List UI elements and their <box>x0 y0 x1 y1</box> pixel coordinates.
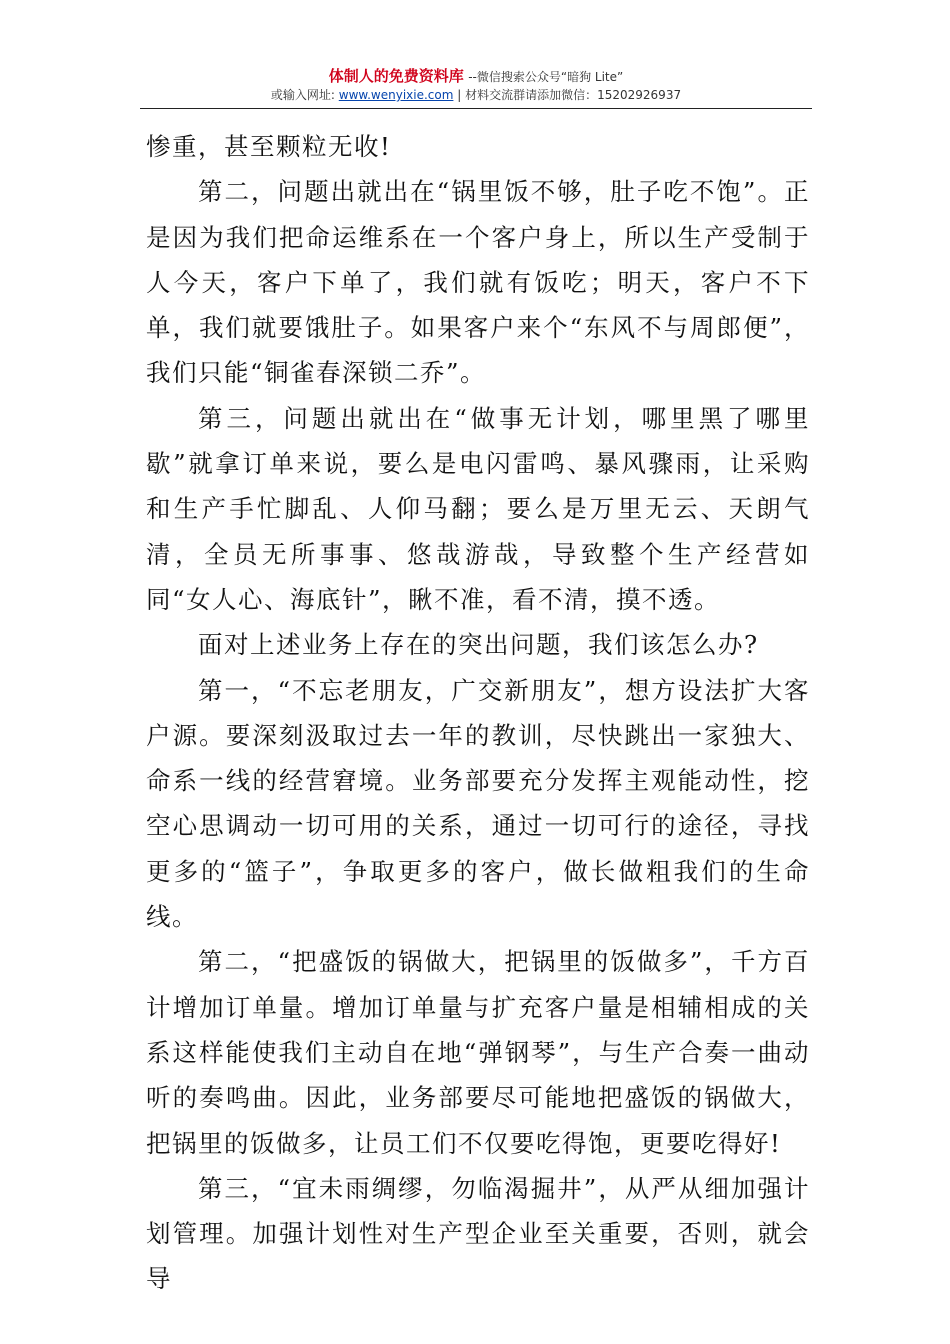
header-url-link[interactable]: www.wenyixie.com <box>338 88 454 102</box>
header-subtitle: --微信搜索公众号“暗狗 Lite” <box>468 70 624 84</box>
header-wechat: | 材料交流群请添加微信：15202926937 <box>457 88 682 102</box>
paragraph-6: 第二，“把盛饭的锅做大，把锅里的饭做多”，千方百计增加订单量。增加订单量与扩充客户量是相辅相成的关系这样能使我们主动自在地“弹钢琴”，与生产合奏一曲动听的奏鸣曲。因此，业务部要尽可能地把盛饭的锅做大，把锅里的饭做多，让员工们不仅要吃得饱，更要吃得好! <box>146 947 810 1158</box>
paragraph-7: 第三，“宜未雨绸缪，勿临渴掘井”，从严从细加强计划管理。加强计划性对生产型企业至关重要，否则，就会导 <box>146 1173 810 1294</box>
paragraph-4: 面对上述业务上存在的突出问题，我们该怎么办? <box>198 630 759 660</box>
page-header <box>140 66 812 104</box>
paragraph-1: 惨重，甚至颗粒无收! <box>146 132 392 161</box>
paragraph-5: 第一，“不忘老朋友，广交新朋友”，想方设法扩大客户源。要深刻汲取过去一年的教训，尽快跳出一家独大、命系一线的经营窘境。业务部要充分发挥主观能动性，挖空心思调动一切可用的关系，通过一切可行的途径，寻找更多的“篮子”，争取更多的客户，做长做粗我们的生命线。 <box>146 675 810 932</box>
paragraph-3: 第三，问题出就出在“做事无计划，哪里黑了哪里歇”就拿订单来说，要么是电闪雷鸣、暴风骤雨，让采购和生产手忙脚乱、人仰马翻；要么是万里无云、天朗气清，全员无所事事、悠哉游哉，导致整个生产经营如同“女人心、海底针”，瞅不准，看不清，摸不透。 <box>146 403 810 614</box>
header-banner <box>140 66 812 87</box>
header-title: 体制人的免费资料库 <box>328 67 464 85</box>
paragraph-2: 第二，问题出就出在“锅里饭不够，肚子吃不饱”。正是因为我们把命运维系在一个客户身上，所以生产受制于人今天，客户下单了，我们就有饭吃；明天，客户不下单，我们就要饿肚子。如果客户来个“东风不与周郎便”，我们只能“铜雀春深锁二乔”。 <box>146 177 810 388</box>
document-body <box>146 124 810 1302</box>
header-divider <box>140 108 812 109</box>
header-contact <box>140 87 812 104</box>
header-url-prefix: 或输入网址: <box>270 88 335 102</box>
